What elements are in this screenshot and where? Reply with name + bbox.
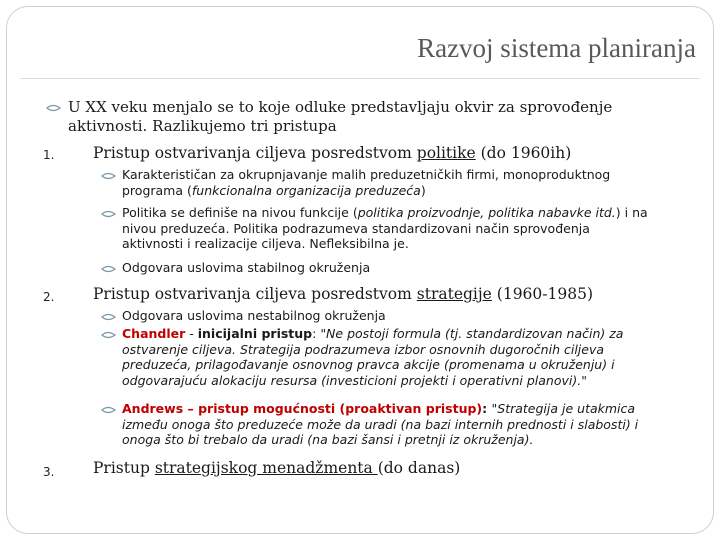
approach-2-heading: Pristup ostvarivanja ciljeva posredstvom strategije (1960-1985) [93,285,594,303]
sub-item: Odgovara uslovima stabilnog okruženja [122,260,371,275]
bullet-icon [101,210,116,218]
list-number: 2. [43,290,55,304]
sub-item: Odgovara uslovima nestabilnog okruženja [122,308,386,323]
slide-title: Razvoj sistema planiranja [417,33,696,63]
sub-item: Andrews – pristup mogućnosti (proaktivan pristup): "Strategija je utakmica između onoga što preduzeće može da uradi (na bazi internih prednosti i slabosti) i onoga što bi trebalo da uradi (na bazi šansi i pretnji iz okruženja). [122,401,639,448]
title-divider [20,78,700,79]
approach-1-heading: Pristup ostvarivanja ciljeva posredstvom politike (do 1960ih) [93,144,572,162]
sub-item: Chandler - inicijalni pristup: "Ne postoji formula (tj. standardizovan način) za ostvarenje ciljeva. Strategija podrazumeva izbor osnovnih dugoročnih ciljeva preduzeća, prilagođavanje osnovnog pravca akcije (promenama u okruženju) i odgovarajuću alokaciju resursa (investicioni projekti i operativni planovi)." [122,326,624,388]
bullet-icon [101,172,116,180]
bullet-icon [101,313,116,321]
list-number: 1. [43,148,55,162]
bullet-icon [101,406,116,414]
bullet-icon [101,331,116,339]
bullet-icon [101,265,116,273]
bullet-icon [46,104,61,112]
sub-item: Politika se definiše na nivou funkcije (politika proizvodnje, politika nabavke itd.) i na nivou preduzeća. Politika podrazumeva standardizovani način sprovođenja aktivnosti i realizacije ciljeva. Nefleksibilna je. [122,205,648,252]
list-number: 3. [43,465,55,479]
sub-item: Karakterističan za okrupnjavanje malih preduzetničkih firmi, monoproduktnog programa (funkcionalna organizacija preduzeća) [122,167,611,198]
intro-text: U XX veku menjalo se to koje odluke predstavljaju okvir za sprovođenje aktivnosti. Razlikujemo tri pristupa [68,98,613,135]
approach-3-heading: Pristup strategijskog menadžmenta (do danas) [93,459,461,477]
